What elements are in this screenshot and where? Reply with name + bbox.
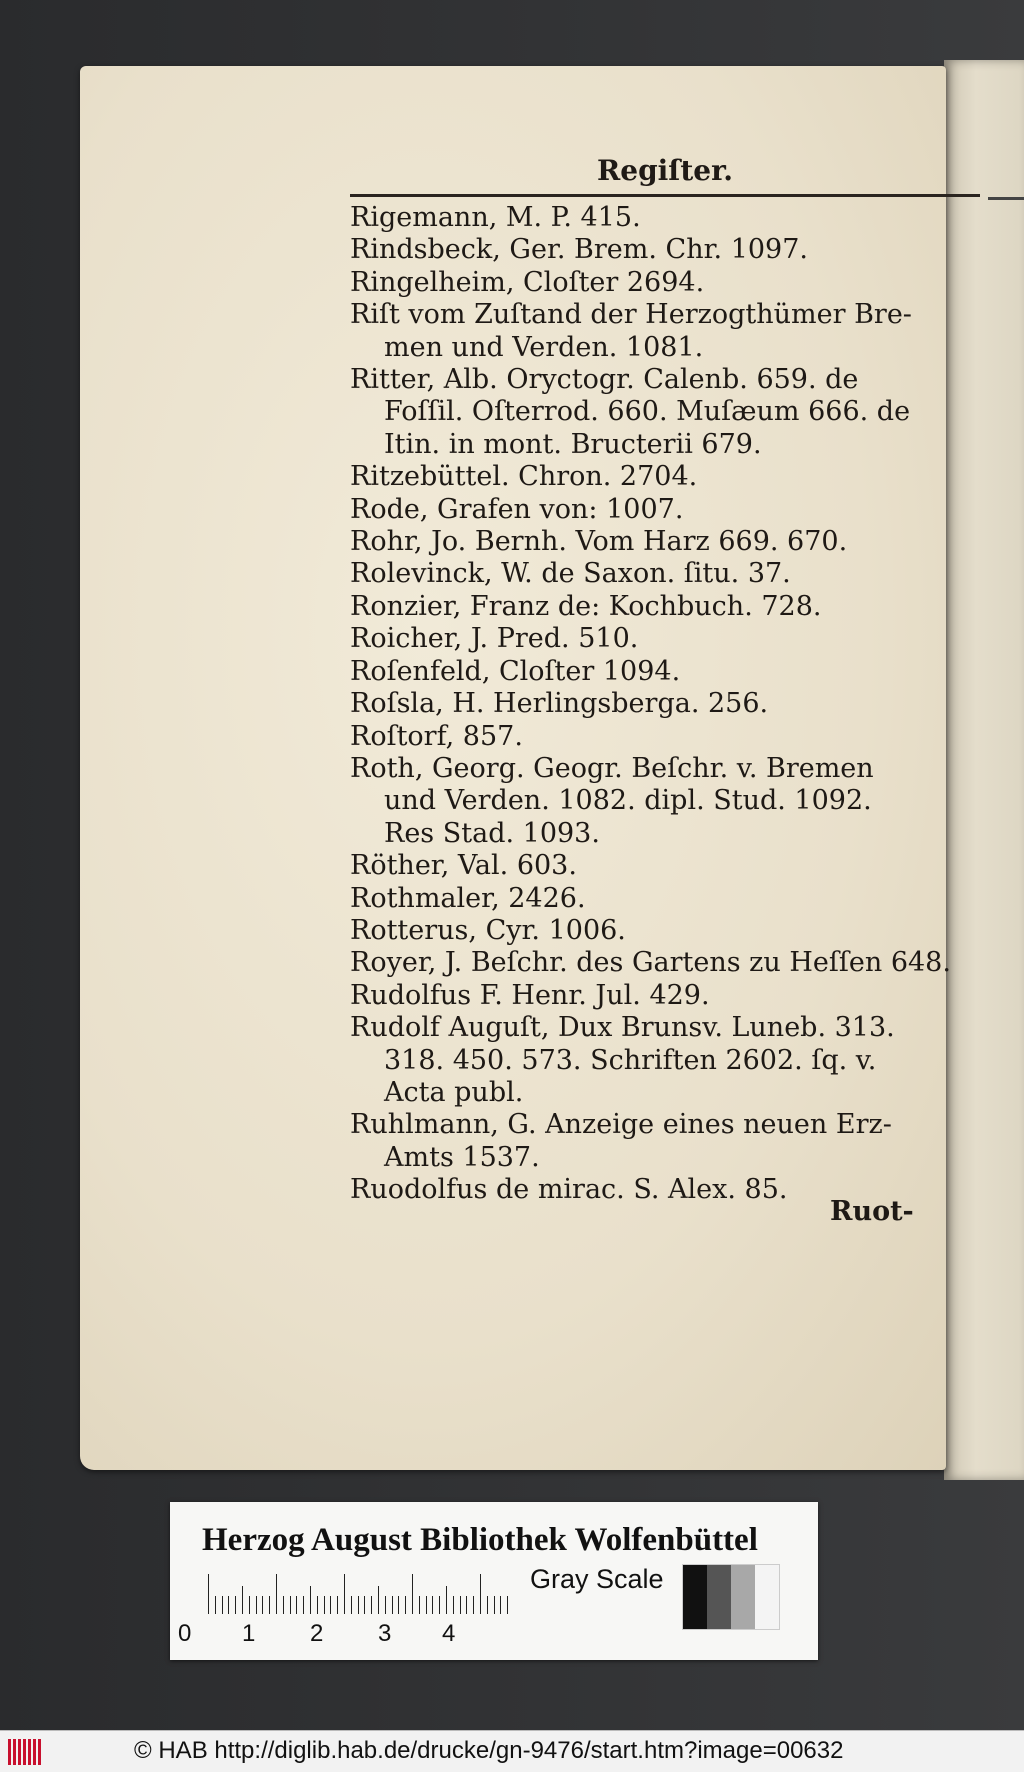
gray-patch bbox=[683, 1565, 707, 1629]
register-entry bbox=[350, 526, 990, 558]
ruler-tick bbox=[222, 1596, 223, 1614]
gray-patch bbox=[755, 1565, 779, 1629]
ruler-tick bbox=[296, 1596, 297, 1614]
register-entries bbox=[350, 202, 990, 1207]
register-entry bbox=[350, 947, 990, 979]
ruler-tick bbox=[432, 1596, 433, 1614]
ruler-tick bbox=[228, 1596, 229, 1614]
register-entry bbox=[350, 494, 990, 526]
register-entry bbox=[350, 688, 990, 720]
ruler-tick bbox=[439, 1596, 440, 1614]
register-entry bbox=[350, 623, 990, 655]
catchword: Ruot- bbox=[830, 1196, 914, 1227]
ruler bbox=[208, 1574, 518, 1614]
register-entry bbox=[350, 980, 990, 1012]
register-entry bbox=[350, 1109, 990, 1174]
ruler-tick bbox=[269, 1596, 270, 1614]
ruler-tick bbox=[242, 1586, 243, 1614]
entry-line: Rudolfus F. Henr. Jul. 429. bbox=[350, 979, 710, 1011]
ruler-tick bbox=[378, 1586, 379, 1614]
ruler-number: 1 bbox=[242, 1620, 256, 1647]
register-entry bbox=[350, 364, 990, 461]
register-entry bbox=[350, 1012, 990, 1109]
ruler-tick bbox=[453, 1596, 454, 1614]
entry-continuation-line: 318. 450. 573. Schriften 2602. ſq. v. bbox=[384, 1044, 877, 1076]
gray-patch bbox=[707, 1565, 731, 1629]
entry-line: Ruhlmann, G. Anzeige eines neuen Erz- bbox=[350, 1109, 892, 1141]
ruler-tick bbox=[507, 1596, 508, 1614]
ruler-tick bbox=[460, 1596, 461, 1614]
footer-url[interactable]: © HAB http://diglib.hab.de/drucke/gn-9476/start.htm?image=00632 bbox=[134, 1737, 844, 1764]
ruler-tick bbox=[500, 1596, 501, 1614]
entry-line: Rotterus, Cyr. 1006. bbox=[350, 914, 626, 946]
ruler-tick bbox=[466, 1596, 467, 1614]
ruler-tick bbox=[256, 1596, 257, 1614]
entry-continuation-line: Foſſil. Oſterrod. 660. Muſæum 666. de bbox=[384, 396, 911, 428]
entry-continuation-line: Amts 1537. bbox=[384, 1141, 540, 1173]
register-entry bbox=[350, 461, 990, 493]
ruler-tick bbox=[290, 1596, 291, 1614]
hab-logo-icon bbox=[8, 1739, 46, 1765]
ruler-number: 4 bbox=[442, 1620, 456, 1647]
entry-line: Ronzier, Franz de: Kochbuch. 728. bbox=[350, 590, 822, 622]
entry-line: Rolevinck, W. de Saxon. ſitu. 37. bbox=[350, 558, 791, 590]
register-entry bbox=[350, 299, 990, 364]
ruler-tick bbox=[337, 1596, 338, 1614]
entry-line: Rothmaler, 2426. bbox=[350, 882, 586, 914]
ruler-tick bbox=[364, 1596, 365, 1614]
entry-line: Roicher, J. Pred. 510. bbox=[350, 623, 639, 655]
register-entry bbox=[350, 558, 990, 590]
entry-line: Ringelheim, Cloſter 2694. bbox=[350, 266, 705, 298]
ruler-tick bbox=[487, 1596, 488, 1614]
footer-bar bbox=[0, 1730, 1024, 1772]
page-header: Regiſter. bbox=[596, 154, 734, 187]
register-entry bbox=[350, 591, 990, 623]
entry-line: Riſt vom Zuſtand der Herzogthümer Bre- bbox=[350, 299, 912, 331]
gray-scale-patches bbox=[682, 1564, 780, 1630]
entry-line: Royer, J. Beſchr. des Gartens zu Heſſen 648. bbox=[350, 947, 951, 979]
entry-continuation-line: Itin. in mont. Bructerii 679. bbox=[384, 428, 762, 460]
entry-continuation-line: und Verden. 1082. dipl. Stud. 1092. bbox=[384, 785, 872, 817]
ruler-tick bbox=[405, 1596, 406, 1614]
register-entry bbox=[350, 656, 990, 688]
ruler-tick bbox=[215, 1596, 216, 1614]
ruler-tick bbox=[208, 1574, 209, 1614]
ruler-tick bbox=[480, 1574, 481, 1614]
ruler-tick bbox=[392, 1596, 393, 1614]
entry-line: Rode, Grafen von: 1007. bbox=[350, 493, 684, 525]
entry-line: Ritter, Alb. Oryctogr. Calenb. 659. de bbox=[350, 364, 859, 396]
ruler-tick bbox=[412, 1574, 413, 1614]
ruler-tick bbox=[303, 1596, 304, 1614]
ruler-tick bbox=[330, 1596, 331, 1614]
entry-line: Röther, Val. 603. bbox=[350, 850, 577, 882]
ruler-tick bbox=[426, 1596, 427, 1614]
ruler-tick bbox=[310, 1586, 311, 1614]
ruler-tick bbox=[317, 1596, 318, 1614]
register-entry bbox=[350, 202, 990, 234]
entry-continuation-line: Acta publ. bbox=[384, 1076, 524, 1108]
entry-line: Roſsla, H. Herlingsberga. 256. bbox=[350, 688, 769, 720]
color-calibration-card bbox=[170, 1502, 818, 1660]
register-entry bbox=[350, 267, 990, 299]
ruler-tick bbox=[358, 1596, 359, 1614]
ruler-tick bbox=[419, 1596, 420, 1614]
register-entry bbox=[350, 234, 990, 266]
ruler-tick bbox=[398, 1596, 399, 1614]
entry-line: Ritzebüttel. Chron. 2704. bbox=[350, 461, 698, 493]
ruler-tick bbox=[351, 1596, 352, 1614]
ruler-tick bbox=[283, 1596, 284, 1614]
entry-line: Rindsbeck, Ger. Brem. Chr. 1097. bbox=[350, 234, 808, 266]
entry-line: Roſtorf, 857. bbox=[350, 720, 523, 752]
ruler-tick bbox=[344, 1574, 345, 1614]
gray-patch bbox=[731, 1565, 755, 1629]
entry-line: Rigemann, M. P. 415. bbox=[350, 202, 641, 233]
entry-continuation-line: men und Verden. 1081. bbox=[384, 331, 704, 363]
entry-continuation-line: Res Stad. 1093. bbox=[384, 817, 600, 849]
ruler-tick bbox=[235, 1596, 236, 1614]
ruler-number: 3 bbox=[378, 1620, 392, 1647]
ruler-tick bbox=[249, 1596, 250, 1614]
register-entry bbox=[350, 753, 990, 850]
gray-scale-label: Gray Scale bbox=[530, 1564, 664, 1594]
ruler-tick bbox=[473, 1596, 474, 1614]
ruler-tick bbox=[385, 1596, 386, 1614]
ruler-tick bbox=[276, 1574, 277, 1614]
register-entry bbox=[350, 850, 990, 882]
register-entry bbox=[350, 883, 990, 915]
entry-line: Roth, Georg. Geogr. Beſchr. v. Bremen bbox=[350, 752, 874, 784]
ruler-tick bbox=[324, 1596, 325, 1614]
register-entry bbox=[350, 915, 990, 947]
ruler-number: 2 bbox=[310, 1620, 324, 1647]
register-entry bbox=[350, 721, 990, 753]
header-rule bbox=[350, 194, 980, 197]
entry-line: Roſenfeld, Cloſter 1094. bbox=[350, 655, 681, 687]
entry-line: Ruodolfus de mirac. S. Alex. 85. bbox=[350, 1174, 788, 1206]
ruler-tick bbox=[446, 1586, 447, 1614]
card-title: Herzog August Bibliothek Wolfenbüttel bbox=[202, 1522, 758, 1558]
entry-line: Rohr, Jo. Bernh. Vom Harz 669. 670. bbox=[350, 526, 848, 558]
ruler-tick bbox=[262, 1596, 263, 1614]
ruler-tick bbox=[371, 1596, 372, 1614]
book-page bbox=[80, 66, 951, 1470]
ruler-number: 0 bbox=[178, 1620, 192, 1647]
entry-line: Rudolf Auguſt, Dux Brunsv. Luneb. 313. bbox=[350, 1012, 895, 1044]
ruler-tick bbox=[494, 1596, 495, 1614]
